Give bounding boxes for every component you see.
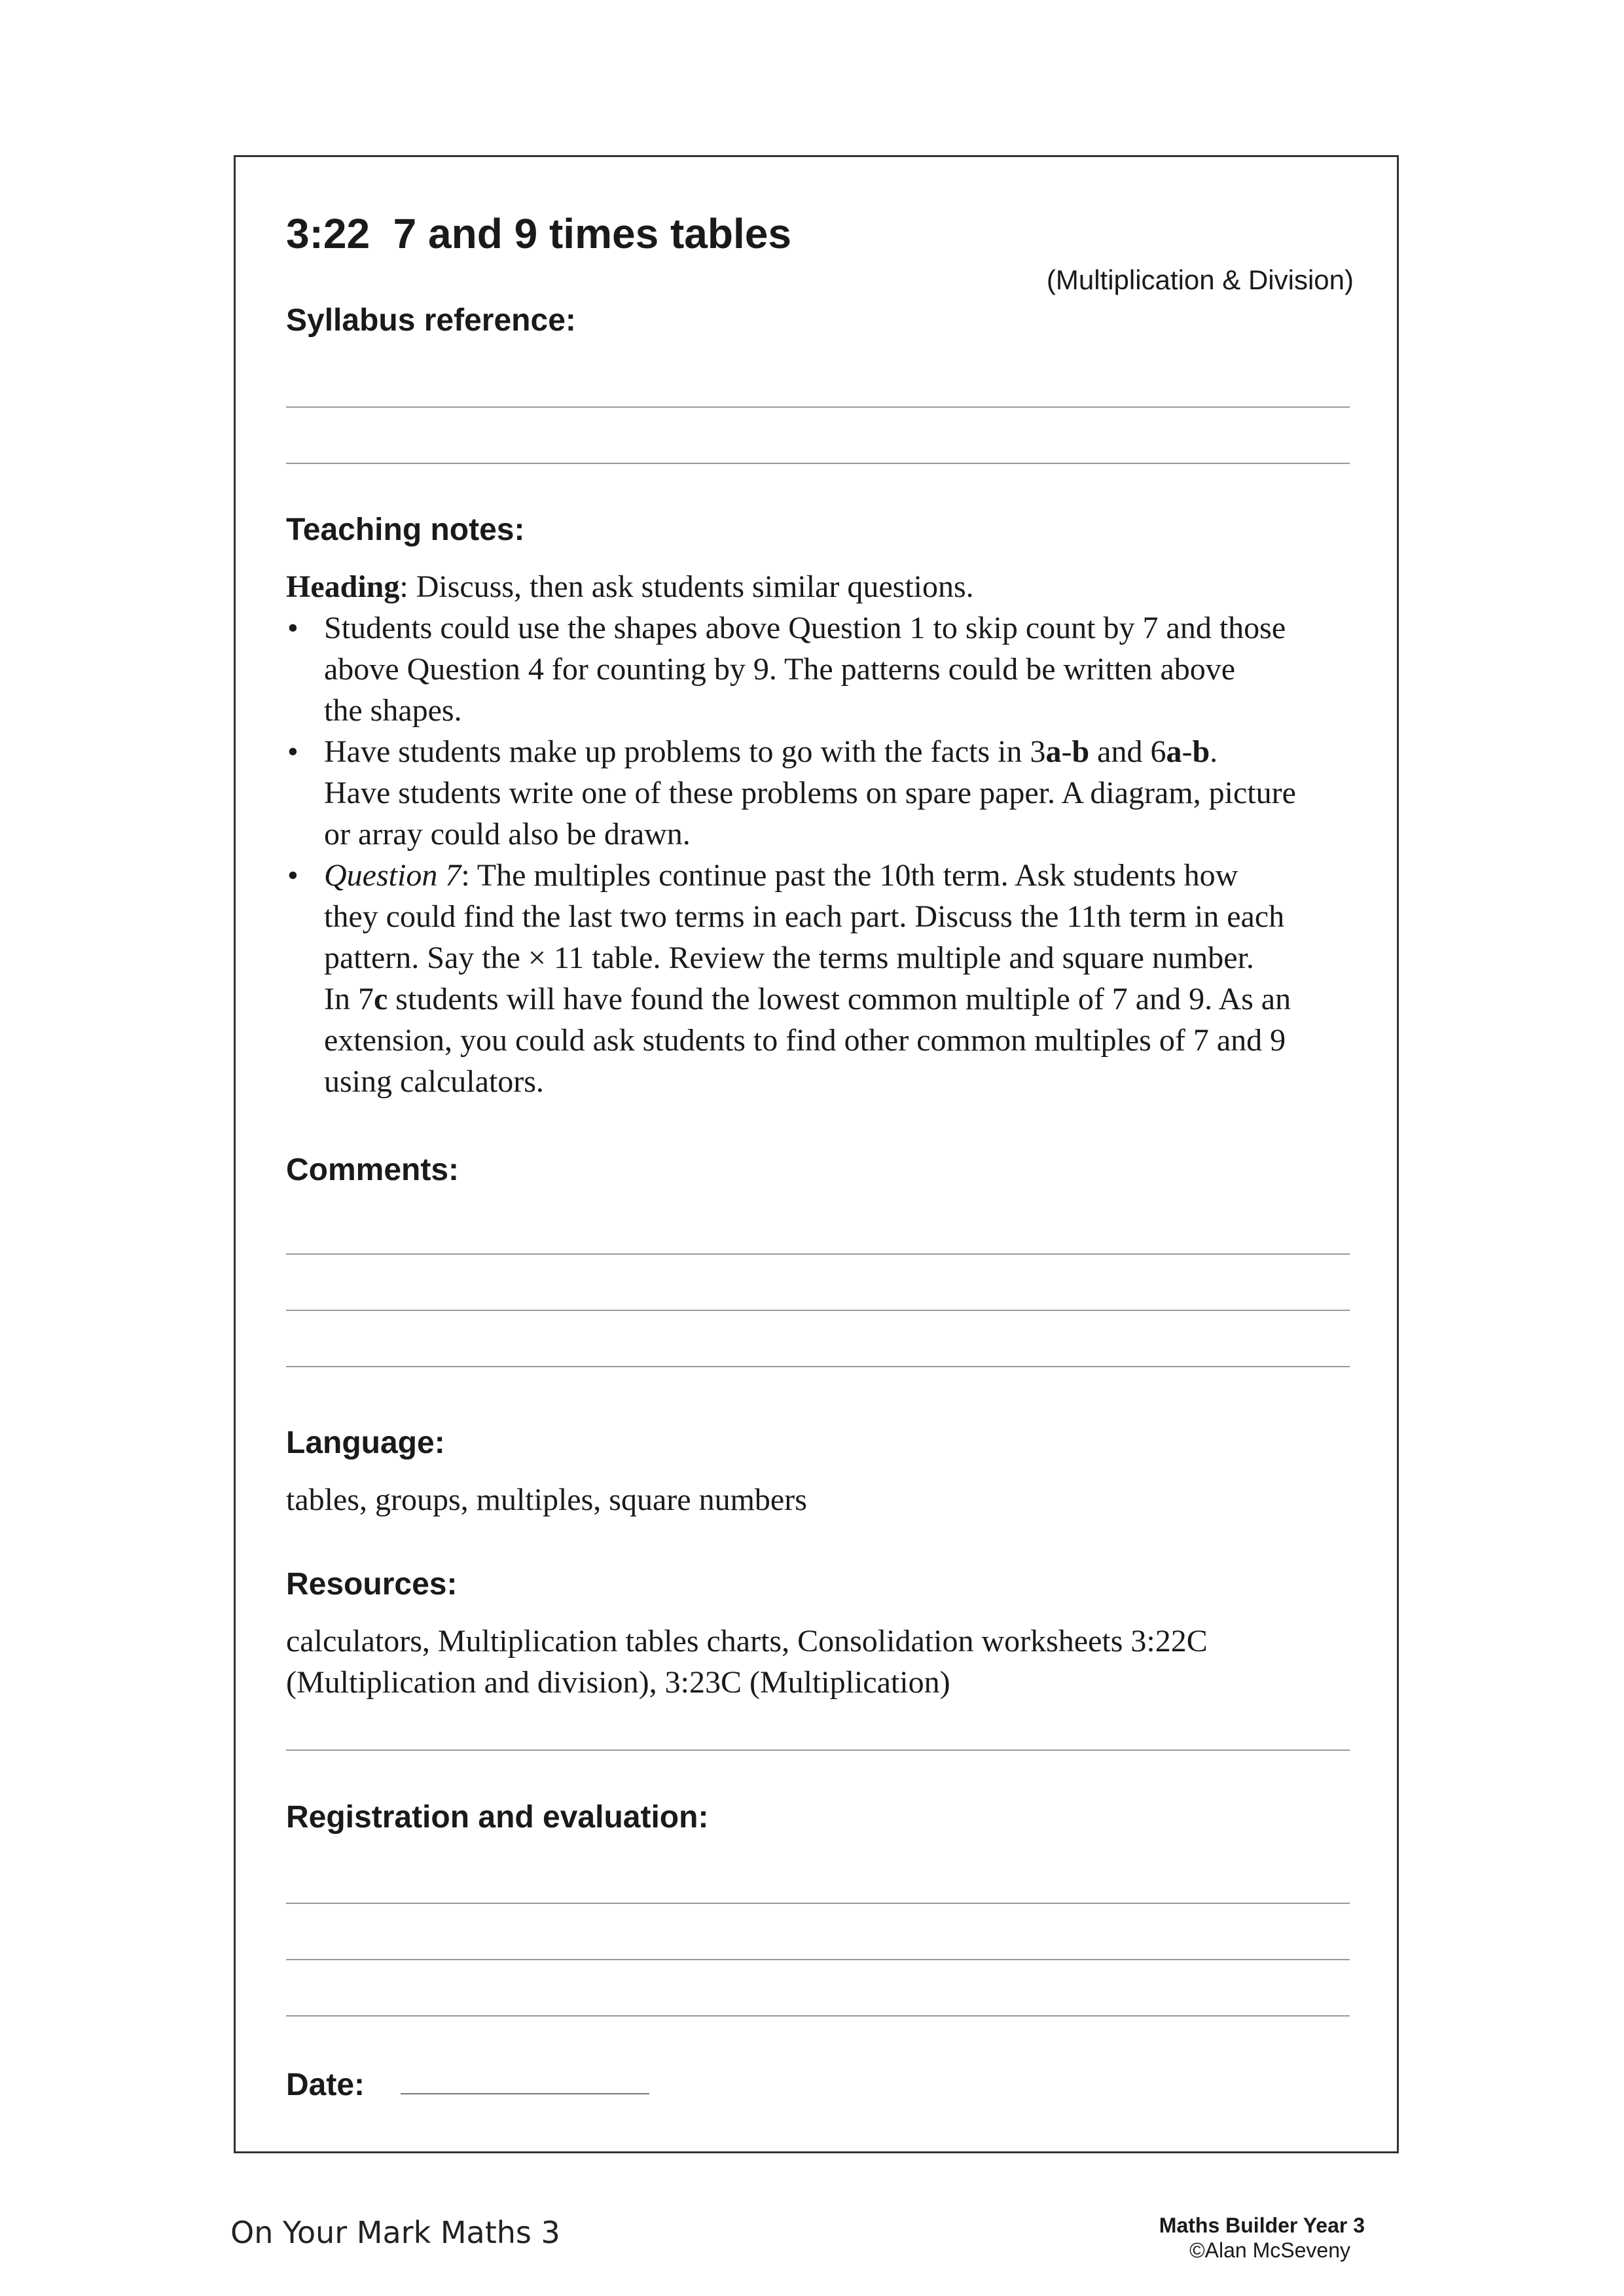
registration-line-3: [286, 2015, 1350, 2017]
comments-line-3: [286, 1366, 1350, 1367]
heading-note-text: : Discuss, then ask students similar questions.: [399, 569, 974, 604]
resources-heading: Resources:: [286, 1567, 458, 1602]
note-italic: Question 7: [324, 858, 461, 893]
note-bold: c: [373, 982, 388, 1016]
language-heading: Language:: [286, 1426, 445, 1460]
title-text: 7 and 9 times tables: [393, 210, 791, 257]
note-text: In 7: [324, 982, 374, 1016]
note-text: students will have found the lowest common multiple of 7 and 9. As an: [388, 982, 1291, 1016]
syllabus-line-2: [286, 463, 1350, 464]
note-line: pattern. Say the × 11 table. Review the terms multiple and square number.: [324, 941, 1254, 975]
note-bold: b: [1072, 734, 1090, 769]
resources-line: (Multiplication and division), 3:23C (Multiplication): [286, 1665, 950, 1700]
comments-line-1: [286, 1253, 1350, 1255]
list-item: [286, 607, 1353, 731]
date-field-line: [401, 2093, 649, 2094]
note-line: Have students write one of these problems on spare paper. A diagram, picture: [324, 776, 1296, 810]
teaching-notes-heading: Teaching notes:: [286, 512, 525, 547]
resources-line-rule: [286, 1749, 1350, 1751]
registration-line-2: [286, 1959, 1350, 1960]
page-title: [286, 209, 791, 258]
note-text: -: [1061, 734, 1072, 769]
language-text: tables, groups, multiples, square numbers: [286, 1482, 807, 1517]
heading-note: [286, 566, 1353, 607]
comments-heading: Comments:: [286, 1153, 460, 1187]
note-line: Students could use the shapes above Question 1 to skip count by 7 and those: [324, 611, 1286, 645]
syllabus-line-1: [286, 406, 1350, 408]
footer-book-title: Maths Builder Year 3: [1159, 2214, 1365, 2237]
teaching-notes-body: [286, 566, 1353, 1102]
footer-series-title: On Your Mark Maths 3: [230, 2215, 560, 2250]
note-line: the shapes.: [324, 693, 462, 728]
topic-label: (Multiplication & Division): [1046, 264, 1354, 295]
title-number: 3:22: [286, 210, 370, 257]
note-line: they could find the last two terms in each part. Discuss the 11th term in each: [324, 899, 1285, 934]
note-text: : The multiples continue past the 10th term. Ask students how: [461, 858, 1238, 893]
date-label: Date:: [286, 2068, 365, 2102]
note-bold: a: [1166, 734, 1182, 769]
note-text: and 6: [1089, 734, 1166, 769]
note-text: -: [1182, 734, 1193, 769]
note-text: .: [1210, 734, 1218, 769]
syllabus-heading: Syllabus reference:: [286, 303, 576, 338]
note-line: above Question 4 for counting by 9. The patterns could be written above: [324, 652, 1236, 687]
note-line: or array could also be drawn.: [324, 817, 691, 852]
registration-heading: Registration and evaluation:: [286, 1800, 709, 1835]
registration-line-1: [286, 1903, 1350, 1904]
note-text: Have students make up problems to go with the facts in 3: [324, 734, 1046, 769]
heading-label: Heading: [286, 569, 400, 604]
notes-list: [286, 607, 1353, 1102]
comments-line-2: [286, 1310, 1350, 1311]
note-bold: a: [1045, 734, 1062, 769]
note-line: using calculators.: [324, 1064, 544, 1099]
list-item: [286, 731, 1353, 855]
list-item: [286, 855, 1353, 1102]
resources-line: calculators, Multiplication tables charts, Consolidation worksheets 3:22C: [286, 1624, 1208, 1659]
note-line: extension, you could ask students to find other common multiples of 7 and 9: [324, 1023, 1286, 1058]
footer-copyright: ©Alan McSeveny: [1189, 2238, 1350, 2262]
note-bold: b: [1192, 734, 1210, 769]
resources-text: [286, 1621, 1353, 1703]
